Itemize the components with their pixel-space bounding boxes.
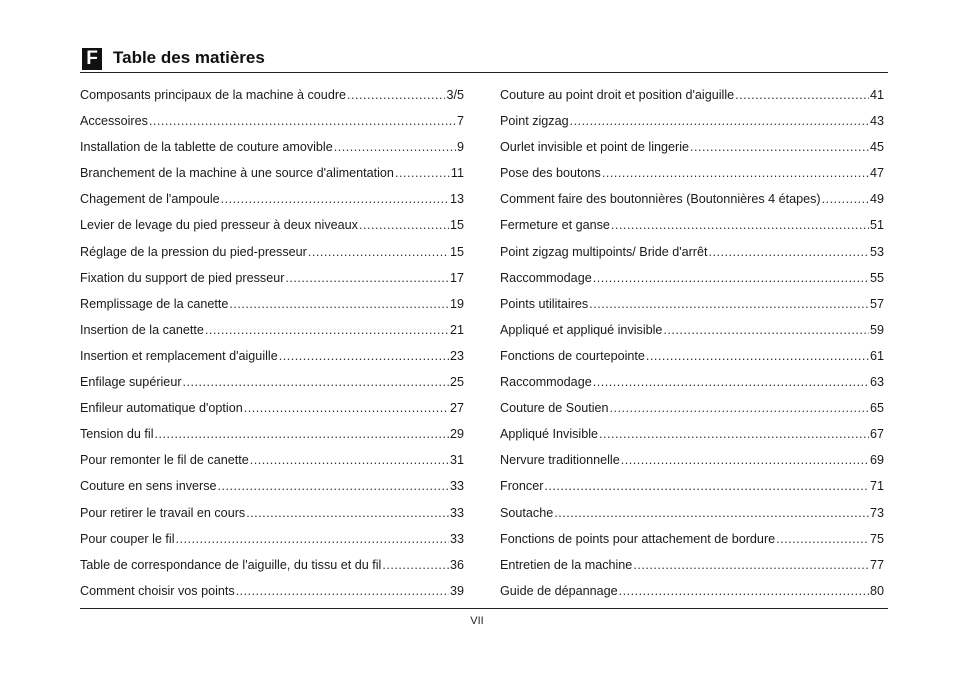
toc-entry-title: Insertion et remplacement d'aiguille	[80, 348, 278, 363]
toc-entry[interactable]	[500, 421, 884, 447]
dot-leader	[236, 578, 449, 604]
dot-leader	[589, 291, 869, 317]
dot-leader	[599, 421, 869, 447]
toc-entry[interactable]	[500, 369, 884, 395]
toc-entry-title: Table de correspondance de l'aiguille, du tissu et du fil	[80, 557, 382, 572]
toc-entry-page: 63	[869, 375, 884, 390]
dot-leader	[221, 186, 449, 212]
toc-entry-page: 33	[449, 531, 464, 546]
toc-entry[interactable]	[500, 473, 884, 499]
dot-leader	[663, 317, 869, 343]
toc-entry-title: Appliqué Invisible	[500, 427, 599, 442]
toc-entry-page: 65	[869, 401, 884, 416]
toc-entry[interactable]	[80, 291, 464, 317]
toc-entry-page: 21	[449, 322, 464, 337]
toc-entry-title: Couture en sens inverse	[80, 479, 217, 494]
toc-entry-title: Fixation du support de pied presseur	[80, 270, 285, 285]
dot-leader	[183, 369, 449, 395]
toc-entry[interactable]	[500, 265, 884, 291]
dot-leader	[593, 369, 869, 395]
toc-entry[interactable]	[500, 186, 884, 212]
toc-entry-page: 23	[449, 348, 464, 363]
toc-entry-page: 17	[449, 270, 464, 285]
toc-entry[interactable]	[80, 134, 464, 160]
toc-entry-title: Nervure traditionnelle	[500, 453, 620, 468]
dot-leader	[205, 317, 449, 343]
toc-entry-page: 15	[449, 218, 464, 233]
toc-entry[interactable]	[80, 578, 464, 604]
toc-entry[interactable]	[500, 552, 884, 578]
toc-entry[interactable]	[500, 395, 884, 421]
toc-entry[interactable]	[500, 526, 884, 552]
toc-entry-title: Points utilitaires	[500, 296, 589, 311]
toc-entry-page: 13	[449, 192, 464, 207]
toc-entry-title: Insertion de la canette	[80, 322, 204, 337]
toc-entry-page: 31	[449, 453, 464, 468]
toc-entry[interactable]	[500, 212, 884, 238]
toc-entry-page: 29	[449, 427, 464, 442]
toc-entry[interactable]	[500, 447, 884, 473]
dot-leader	[544, 473, 869, 499]
toc-entry-title: Raccommodage	[500, 375, 592, 390]
toc-entry[interactable]	[80, 369, 464, 395]
toc-entry-page: 39	[449, 583, 464, 598]
toc-entry-page: 61	[869, 348, 884, 363]
toc-entry[interactable]	[80, 421, 464, 447]
toc-entry-page: 67	[869, 427, 884, 442]
toc-entry-page: 75	[869, 531, 884, 546]
toc-entry-title: Pour remonter le fil de canette	[80, 453, 249, 468]
toc-entry-page: 71	[869, 479, 884, 494]
dot-leader	[593, 265, 869, 291]
toc-entry-page: 36	[449, 557, 464, 572]
toc-entry[interactable]	[500, 160, 884, 186]
dot-leader	[621, 447, 869, 473]
toc-entry[interactable]	[80, 160, 464, 186]
toc-entry-page: 3/5	[446, 88, 464, 102]
toc-entry-title: Ourlet invisible et point de lingerie	[500, 140, 690, 155]
toc-entry-title: Pour couper le fil	[80, 531, 175, 546]
toc-entry-page: 73	[869, 505, 884, 520]
dot-leader	[250, 447, 449, 473]
section-letter-badge: F	[82, 48, 102, 70]
section-header	[80, 46, 888, 73]
toc-entry-title: Comment choisir vos points	[80, 583, 235, 598]
toc-entry-title: Enfilage supérieur	[80, 375, 182, 390]
toc-entry[interactable]	[80, 447, 464, 473]
toc-entry-title: Couture de Soutien	[500, 401, 609, 416]
dot-leader	[570, 108, 869, 134]
toc-entry-title: Appliqué et appliqué invisible	[500, 322, 663, 337]
toc-entry-title: Entretien de la machine	[500, 557, 633, 572]
toc-entry-title: Fonctions de points pour attachement de bordure	[500, 531, 776, 546]
toc-entry[interactable]	[80, 82, 464, 108]
page-number: VII	[470, 615, 484, 627]
dot-leader	[244, 395, 449, 421]
toc-entry-page: 15	[449, 244, 464, 259]
toc-entry[interactable]	[500, 134, 884, 160]
toc-entry[interactable]	[80, 473, 464, 499]
toc-entry-page: 7	[456, 114, 464, 129]
toc-entry-title: Raccommodage	[500, 270, 592, 285]
toc-entry[interactable]	[500, 239, 884, 265]
dot-leader	[690, 134, 869, 160]
toc-column-left	[80, 82, 464, 604]
toc-entry[interactable]	[80, 317, 464, 343]
toc-entry[interactable]	[80, 239, 464, 265]
toc-entry[interactable]	[80, 500, 464, 526]
dot-leader	[229, 291, 449, 317]
dot-leader	[646, 343, 869, 369]
dot-leader	[822, 186, 869, 212]
toc-entry[interactable]	[500, 291, 884, 317]
toc-entry-title: Réglage de la pression du pied-presseur	[80, 244, 307, 259]
toc-entry[interactable]	[80, 395, 464, 421]
footer-divider	[80, 608, 888, 609]
toc-entry-title: Composants principaux de la machine à coudre	[80, 88, 347, 102]
toc-entry-page: 33	[449, 505, 464, 520]
toc-entry-title: Branchement de la machine à une source d'alimentation	[80, 166, 394, 181]
toc-entry[interactable]	[500, 500, 884, 526]
toc-entry-page: 47	[869, 166, 884, 181]
toc-entry-title: Soutache	[500, 505, 554, 520]
dot-leader	[218, 473, 449, 499]
dot-leader	[334, 134, 456, 160]
toc-entry-page: 41	[869, 88, 884, 102]
toc-entry-page: 25	[449, 375, 464, 390]
toc-entry-title: Guide de dépannage	[500, 583, 618, 598]
toc-entry[interactable]	[500, 343, 884, 369]
toc-entry[interactable]	[500, 82, 884, 108]
dot-leader	[359, 212, 449, 238]
toc-entry-page: 49	[869, 192, 884, 207]
toc-entry[interactable]	[500, 578, 884, 604]
toc-entry-title: Pour retirer le travail en cours	[80, 505, 246, 520]
toc-entry[interactable]	[80, 265, 464, 291]
toc-entry-title: Remplissage de la canette	[80, 296, 229, 311]
toc-entry-page: 11	[450, 166, 464, 181]
toc-entry-title: Froncer	[500, 479, 544, 494]
toc-entry-page: 69	[869, 453, 884, 468]
toc-entry-page: 80	[869, 583, 884, 598]
toc-entry-title: Fonctions de courtepointe	[500, 348, 645, 363]
dot-leader	[554, 500, 869, 526]
toc-entry-title: Point zigzag	[500, 114, 569, 129]
dot-leader	[610, 395, 869, 421]
dot-leader	[308, 239, 449, 265]
toc-entry-title: Tension du fil	[80, 427, 154, 442]
toc-entry-page: 53	[869, 244, 884, 259]
toc-entry-title: Comment faire des boutonnières (Boutonnières 4 étapes)	[500, 192, 821, 207]
toc-entry-page: 57	[869, 296, 884, 311]
toc-entry-title: Levier de levage du pied presseur à deux niveaux	[80, 218, 358, 233]
toc-entry-page: 55	[869, 270, 884, 285]
dot-leader	[619, 578, 869, 604]
toc-entry-page: 77	[869, 557, 884, 572]
dot-leader	[279, 343, 449, 369]
dot-leader	[633, 552, 869, 578]
toc-entry-page: 9	[456, 140, 464, 155]
dot-leader	[602, 160, 869, 186]
toc-entry-title: Enfileur automatique d'option	[80, 401, 243, 416]
toc-entry[interactable]	[80, 212, 464, 238]
toc-entry-page: 19	[449, 296, 464, 311]
page-title: Table des matières	[113, 48, 265, 67]
dot-leader	[709, 239, 869, 265]
toc-entry-title: Chagement de l'ampoule	[80, 192, 220, 207]
toc-entry-title: Couture au point droit et position d'aiguille	[500, 88, 735, 102]
toc-entry-page: 33	[449, 479, 464, 494]
toc-entry-page: 27	[449, 401, 464, 416]
toc-column-right	[500, 82, 884, 604]
dot-leader	[246, 500, 449, 526]
toc-entry-page: 51	[869, 218, 884, 233]
dot-leader	[155, 421, 449, 447]
dot-leader	[395, 160, 450, 186]
dot-leader	[735, 82, 869, 108]
toc-entry[interactable]	[80, 343, 464, 369]
dot-leader	[776, 526, 869, 552]
toc-entry-page: 59	[869, 322, 884, 337]
toc-entry[interactable]	[80, 186, 464, 212]
toc-entry[interactable]	[500, 108, 884, 134]
toc-entry-page: 45	[869, 140, 884, 155]
dot-leader	[347, 82, 445, 108]
toc-entry[interactable]	[500, 317, 884, 343]
toc-entry-title: Accessoires	[80, 114, 148, 129]
dot-leader	[611, 212, 869, 238]
toc-entry-title: Pose des boutons	[500, 166, 601, 181]
dot-leader	[149, 108, 456, 134]
toc-entry[interactable]	[80, 108, 464, 134]
dot-leader	[382, 552, 449, 578]
toc-entry-title: Point zigzag multipoints/ Bride d'arrêt	[500, 244, 708, 259]
dot-leader	[285, 265, 449, 291]
toc-entry-title: Installation de la tablette de couture amovible	[80, 140, 333, 155]
toc-entry[interactable]	[80, 552, 464, 578]
toc-entry-title: Fermeture et ganse	[500, 218, 610, 233]
toc-entry-page: 43	[869, 114, 884, 129]
dot-leader	[176, 526, 449, 552]
toc-entry[interactable]	[80, 526, 464, 552]
